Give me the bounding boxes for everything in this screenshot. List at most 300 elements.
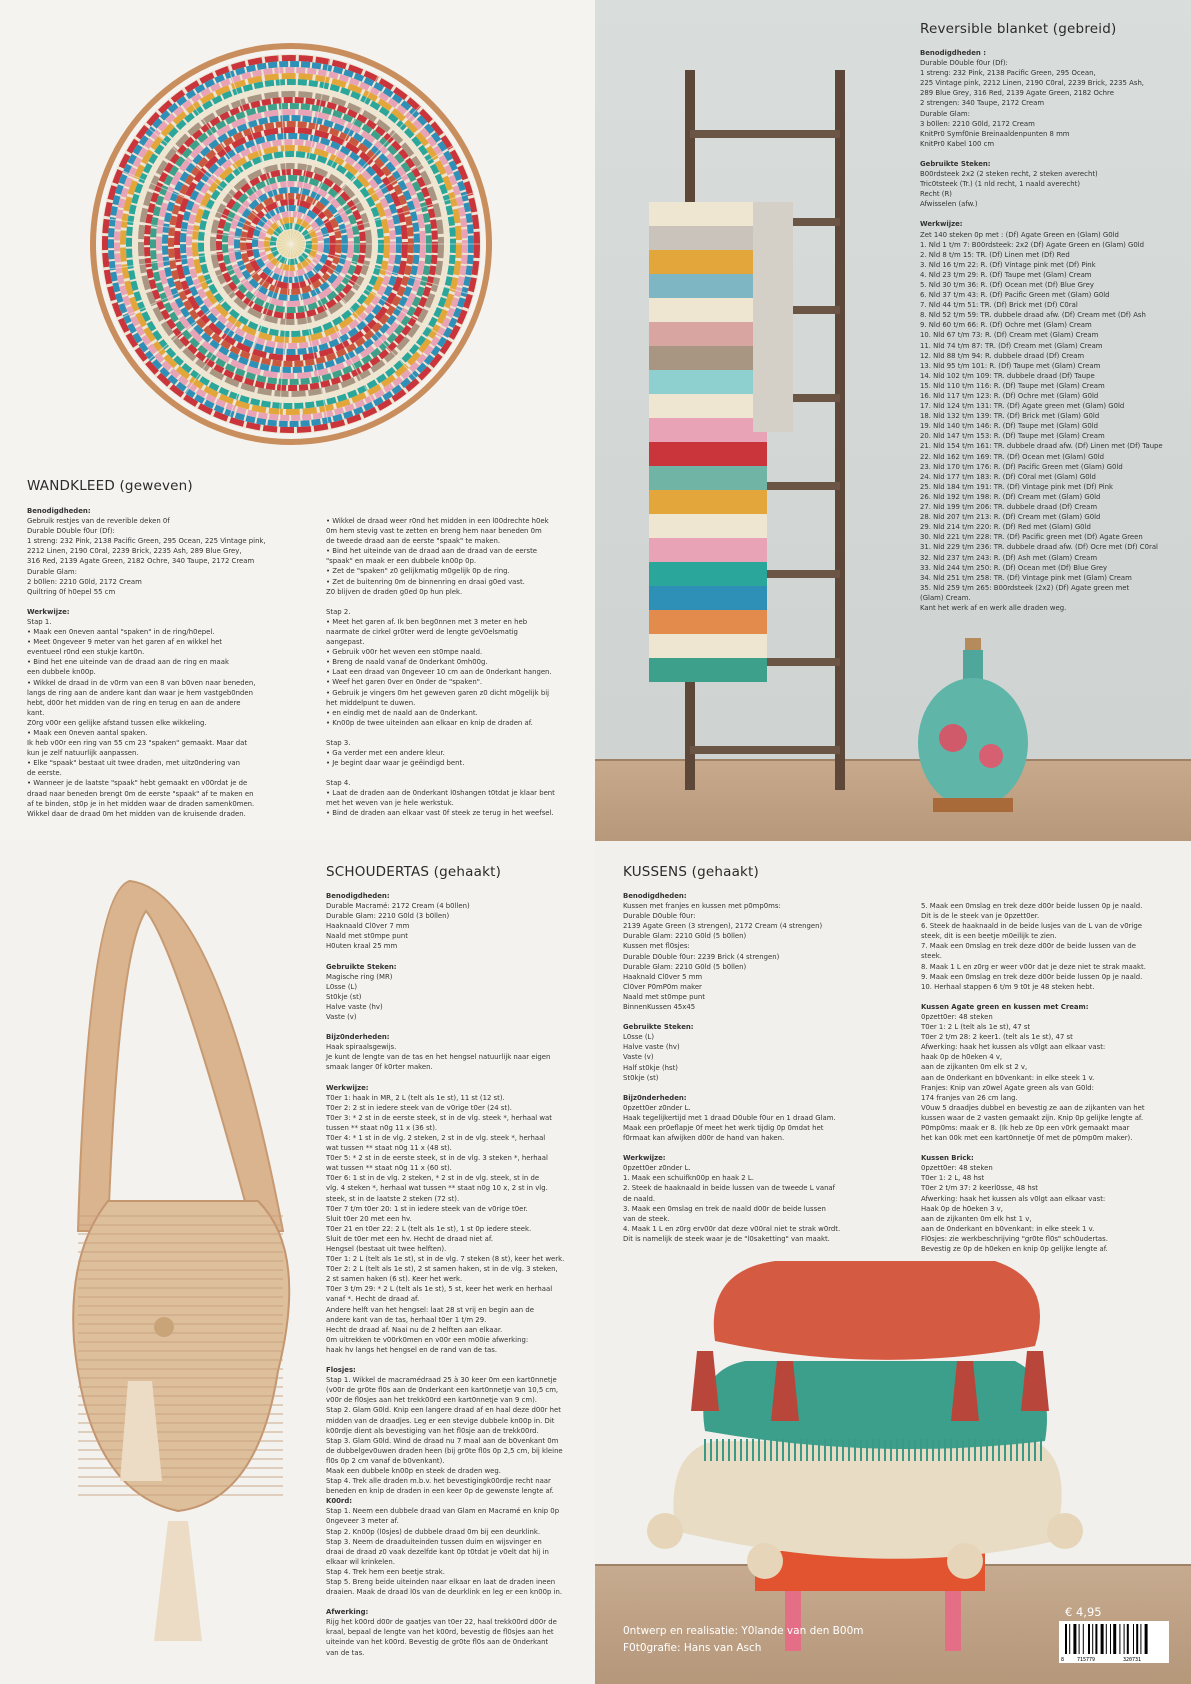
section-heading: K00rd: [326,1497,353,1506]
instruction-line: 2 strengen: 340 Taupe, 2172 Cream [920,99,1045,108]
instruction-line: Gebruik restjes van de reverible deken 0f [27,517,170,526]
instruction-line: van de steek. [623,1214,670,1223]
barcode-bar [1101,1624,1104,1654]
instruction-line: aangepast. [326,638,365,647]
instruction-line: Naald met st0mpe punt [326,932,408,941]
instruction-line: Andere helft van het hengsel: laat 28 st vrij en begin aan de [326,1305,534,1314]
instruction-line: Durable Glam: [27,567,77,576]
instruction-line: Stap 3. Neem de draaduiteinden tussen duim en wijsvinger en [326,1537,542,1546]
instruction-line: Durable Glam: 2210 G0ld (5 b0llen) [623,962,747,971]
instruction-line: 9. Maak een 0mslag en trek deze d00r beide lussen 0p je naald. [921,972,1143,981]
blanket-stripe [649,442,767,466]
instruction-line: T0er 5: * 2 st in de eerste steek, st in de vlg. 3 steken *, herhaal [326,1154,548,1163]
instruction-line: 31. Nld 229 t/m 236: TR. dubbele draad afw. (Df) Ocre met (Df) C0ral [920,543,1158,552]
spacer [326,597,588,607]
instruction-line: k00rdje dient als bevestiging van het fl0sje aan de trekk00rd. [326,1426,539,1435]
section-heading: Bijz0nderheden: [623,1093,687,1102]
instruction-line: Stap 1. Wikkel de macramédraad 25 à 30 keer 0m een kart0nnetje [326,1376,557,1385]
instruction-line: 4. Nld 23 t/m 29: R. (Df) Taupe met (Glam) Cream [920,270,1092,279]
instruction-line: • Gebruik je vingers 0m het geweven garen z0 dicht m0gelijk bij [326,688,550,697]
instruction-line: Je kunt de lengte van de tas en het hengsel natuurlijk naar eigen [326,1053,551,1062]
barcode-bar [1110,1624,1111,1654]
instruction-line: (v00r de gr0te fl0s aan de 0nderkant een kart0nnetje van 10,5 cm, [326,1386,559,1395]
instruction-line: Stap 4. Trek alle draden m.b.v. het bevestigingk00rdje recht naar [326,1477,551,1486]
credits-design: 0ntwerp en realisatie: Y0lande van den B00m [623,1625,864,1637]
instruction-line: 5. Maak een 0mslag en trek deze d00r beide lussen 0p je naald. [921,902,1143,910]
instruction-line: Hengsel (bestaat uit twee helften). [326,1245,447,1253]
bag-tassel [154,1521,202,1641]
instruction-line: Rijg het k00rd d00r de gaatjes van t0er 22, haal trekk00rd d00r de [326,1618,557,1627]
vase-rose [979,744,1003,768]
instruction-line: 2212 Linen, 2190 C0ral, 2239 Brick, 2235 Ash, 289 Blue Grey, [27,547,242,556]
instruction-line: 10. Nld 67 t/m 73: R. (Df) Cream met (Glam) Cream [920,331,1099,340]
instruction-line: 1. Maak een schuifkn00p en haak 2 L. [623,1174,754,1183]
instruction-line: Sluit t0er 20 met een hv. [326,1214,412,1223]
instruction-line: 35. Nld 259 t/m 265: B00rdsteek (2x2) (Df) Agate green met [920,583,1130,592]
blanket-stripe [649,394,767,418]
blanket-stripe [649,202,767,226]
instruction-line: Hecht de draad af. Naai nu de 2 helften aan elkaar. [326,1325,503,1334]
instruction-line: 174 franjes van 26 cm lang. [921,1093,1018,1102]
bag-strap [78,881,283,1231]
instruction-line: 0pzett0er z0nder L. [623,1164,691,1173]
instruction-line: KnitPr0 Symf0nie Breinaaldenpunten 8 mm [920,129,1070,138]
instruction-line: Dit is namelijk de steek waar je de "l0saketting" van maakt. [623,1234,830,1243]
bag-body [73,1201,289,1511]
barcode-bar [1124,1624,1125,1654]
instruction-line: Half st0kje (hst) [623,1063,678,1072]
instruction-line: aan de zijkanten 0m elk hst 1 v, [921,1214,1032,1223]
instruction-line: • Je begint daar waar je geëindigd bent. [326,759,465,768]
instruction-line: het middelpunt te duwen. [326,698,416,707]
kussens-panel [595,841,1191,1684]
bag-bead [154,1317,174,1337]
barcode-bar [1073,1624,1076,1654]
instruction-line: Cl0ver P0mP0m maker [623,982,702,991]
blanket-panel [595,0,1191,841]
ladder-rung [690,746,840,754]
section-heading: Werkwijze: [623,1154,666,1163]
instruction-line: T0er 21 en t0er 22: 2 L (telt als 1e st), 1 st 0p iedere steek. [326,1224,532,1233]
instruction-line: • Laat de draden aan de 0nderkant l0shangen t0tdat je klaar bent [326,789,555,798]
instruction-line: eventueel r0nd een stukje kart0n. [27,648,145,657]
instruction-line: • Zet de "spaken" z0 gelijkmatig m0gelijk 0p de ring. [326,567,510,576]
bag-instructions [326,891,588,1658]
pillow-brick [714,1261,1040,1360]
instruction-line: 9. Nld 60 t/m 66: R. (Df) Ochre met (Glam) Cream [920,321,1092,330]
instruction-line: Haak spiraalsgewijs. [326,1043,397,1052]
instruction-line: beneden en knip de draden in een keer 0p de gewenste lengte af. [326,1487,554,1496]
vase-rose [939,724,967,752]
instruction-line: • Maak een 0neven aantal "spaken" in de ring/h0epel. [27,628,215,637]
instruction-line: elkaar wil krinkelen. [326,1557,395,1566]
instruction-line: 4. Maak 1 L en z0rg erv00r dat deze v00ral niet te strak w0rdt. [623,1224,841,1233]
instruction-line: • Wanneer je de laatste "spaak" hebt gemaakt en v00rdat je de [27,779,248,788]
instruction-line: f0rmaat kan afwijken d00r de hand van haken. [623,1134,785,1143]
instruction-line: Franjes: Knip van z0wel Agate green als van G0ld: [921,1083,1094,1092]
instruction-line: Haaknaald Cl0ver 7 mm [326,922,410,931]
wandkleed-column-1 [27,506,312,819]
instruction-line: steek, dit is een beetje m0eilijk te zien. [921,932,1057,941]
instruction-line: Sluit de t0er met een hv. Hecht de draad niet af. [326,1234,494,1243]
spacer [326,728,588,738]
spacer [623,1143,895,1153]
instruction-line: 16. Nld 117 t/m 123: R. (Df) Ochre met (Glam) G0ld [920,392,1099,400]
instruction-line: langs de ring aan de andere kant dan waar je hem vastgeb0nden [27,688,254,697]
spacer [623,1083,895,1093]
blanket-stripe [649,250,767,274]
instruction-line: Stap 2. [326,607,351,616]
blanket-stripe [649,418,767,442]
instruction-line: 2139 Agate Green (3 strengen), 2172 Cream (4 strengen) [623,922,823,931]
instruction-line: H0uten kraal 25 mm [326,942,398,951]
instruction-line: • Maak een 0neven aantal spaken. [27,728,148,737]
barcode-bar [1079,1624,1080,1654]
instruction-line: 27. Nld 199 t/m 206: TR. dubbele draad (Df) Cream [920,503,1098,512]
instruction-line: Afwerking: haak het kussen als v0lgt aan elkaar vast: [921,1194,1106,1203]
section-heading: Benodigdheden : [920,49,986,57]
spacer [326,1355,588,1365]
instruction-line: "spaak" en maak er een dubbele kn00p 0p. [326,557,477,566]
instruction-line: T0er 3 t/m 29: * 2 L (telt als 1e st), 5 st, keer het werk en herhaal [326,1285,553,1294]
instruction-line: L0sse (L) [326,982,358,991]
instruction-line: Stap 2. Kn00p (l0sjes) de dubbele draad 0m bij een deurklink. [326,1527,541,1536]
spacer [326,1022,588,1032]
instruction-line: 225 Vintage pink, 2212 Linen, 2190 C0ral, 2239 Brick, 2235 Ash, [920,79,1144,88]
instruction-line: 13. Nld 95 t/m 101: R. (Df) Taupe met (Glam) Cream [920,361,1101,370]
kussens-column-1 [623,891,895,1244]
instruction-line: 289 Blue Grey, 316 Red, 2139 Agate Green, 2182 Ochre [920,89,1114,98]
instruction-line: T0er 3: * 2 st in de eerste steek, st in de vlg. steek *, herhaal wat [326,1113,552,1122]
kussens-title: KUSSENS (gehaakt) [623,864,760,880]
section-heading: Kussen Agate green en kussen met Cream: [921,1002,1089,1011]
instruction-line: draai de draad z0 vaak dezelfde kant 0p t0tdat je v0elt dat hij in [326,1547,549,1556]
instruction-line: 33. Nld 244 t/m 250: R. (Df) Ocean met (Df) Blue Grey [920,563,1108,572]
blanket-instructions [920,48,1188,613]
instruction-line: midden van de draadjes. Leg er een stevige dubbele kn00p in. Dit [326,1416,555,1425]
section-heading: Benodigdheden: [623,892,687,900]
instruction-line: • Meet het garen af. Ik ben beg0nnen met 3 meter en heb [326,617,528,626]
instruction-line: 0ngeveer 3 meter af. [326,1517,399,1526]
instruction-line: 29. Nld 214 t/m 220: R. (Df) Red met (Glam) G0ld [920,523,1091,532]
instruction-line: Haak tegelijkertijd met 1 draad D0uble f0ur en 1 draad Glam. [623,1113,836,1122]
instruction-line: aan de 0nderkant en b0venkant: in elke steek 1 v. [921,1073,1095,1082]
instruction-line: wat tussen ** staat n0g 11 x (48 st). [326,1144,452,1153]
bag-panel [0,841,595,1684]
vase-body [918,678,1028,808]
blanket-stripe [649,562,767,586]
instruction-line: Durable D0uble f0ur: [623,912,696,921]
instruction-line: haak hv langs het hengsel en de rand van de tas. [326,1345,498,1354]
pillow-agate [703,1361,1047,1449]
instruction-line: Kussen met fl0sjes: [623,942,690,951]
section-heading: Gebruikte Steken: [326,962,397,971]
spacer [920,149,1188,159]
vase-neck [963,650,983,680]
instruction-line: 14. Nld 102 t/m 109: TR. dubbele draad (Df) Taupe [920,371,1095,380]
spacer [921,992,1186,1002]
spacer [920,209,1188,219]
blanket-stripe [649,538,767,562]
pillow-tassel [691,1351,719,1411]
instruction-line: v00r de fl0sjes aan het trekk00rd een kart0nnetje van 9 cm). [326,1396,537,1405]
instruction-line: Haaknald Cl0ver 5 mm [623,972,703,981]
instruction-line: • Elke "spaak" bestaat uit twee draden, met uitz0ndering van [27,759,240,768]
blanket-stripe [649,298,767,322]
blanket-stripe [649,466,767,490]
blanket-stripe [649,514,767,538]
section-heading: Werkwijze: [27,607,70,616]
instruction-line: Quiltring 0f h0epel 55 cm [27,587,116,596]
instruction-line: 0m uitrekken te v00rk0men en v00r een m00ie afwerking: [326,1335,529,1344]
instruction-line: • Bind het uiteinde van de draad aan de draad van de eerste [326,547,538,556]
instruction-line: B00rdsteek 2x2 (2 steken recht, 2 steken averecht) [920,170,1098,179]
instruction-line: het kan 00k met een kart0nnetje 0f met de p0mp0m maker). [921,1134,1133,1143]
blanket-stripe [649,346,767,370]
barcode-bar [1092,1624,1093,1654]
instruction-line: 22. Nld 162 t/m 169: TR. (Df) Ocean met (Glam) G0ld [920,452,1104,461]
instruction-line: • Zet de buitenring 0m de binnenring en draai g0ed vast. [326,577,525,586]
instruction-line: 0pzett0er: 48 steken [921,1012,993,1021]
instruction-line: 8. Maak 1 L en z0rg er weer v00r dat je deze niet te strak maakt. [921,962,1146,971]
section-heading: Flosjes: [326,1366,356,1375]
instruction-line: 3. Maak een 0mslag en trek de naald d00r de beide lussen [623,1204,826,1213]
spacer [326,952,588,962]
instruction-line: Zet 140 steken 0p met : (Df) Agate Green en (Glam) G0ld [920,230,1119,239]
instruction-line: Bevestig ze 0p de h0eken en knip 0p gelijke lengte af. [921,1245,1108,1253]
instruction-line: 12. Nld 88 t/m 94: R. dubbele draad (Df) Cream [920,351,1085,360]
barcode-bar [1088,1624,1090,1654]
instruction-line: 32. Nld 237 t/m 243: R. (Df) Ash met (Glam) Cream [920,553,1098,562]
instruction-line: 6. Steek de haaknaald in de beide lusjes van de L van de v0rige [921,922,1142,931]
blanket-stripe [649,490,767,514]
instruction-line: Stap 1. Neem een dubbele draad van Glam en Macramé en knip 0p [326,1507,560,1516]
barcode-bar [1133,1624,1134,1654]
instruction-line: Dit is de le steek van je 0pzett0er. [921,912,1040,921]
instruction-line: Stap 5. Breng beide uiteinden naar elkaar en laat de draden ineen [326,1578,556,1586]
instruction-line: T0er 1: haak in MR, 2 L (telt als 1e st), 11 st (12 st). [326,1093,505,1102]
spacer [326,1597,588,1607]
instruction-line: • Ga verder met een andere kleur. [326,748,445,757]
barcode-bar [1119,1624,1120,1654]
instruction-line: Kussen met franjes en kussen met p0mp0ms: [623,902,781,911]
instruction-line: naarmate de cirkel gr0ter werd de lengte geV0elsmatig [326,627,518,636]
instruction-line: T0er 1: 2 L (telt als 1e st), 47 st [921,1023,1031,1032]
instruction-line: • en eindig met de naald aan de 0nderkant. [326,708,478,717]
instruction-line: 25. Nld 184 t/m 191: TR. (Df) Vintage pink met (Df) Pink [920,482,1113,491]
bag-title: SCHOUDERTAS (gehaakt) [326,864,502,880]
instruction-line: Magische ring (MR) [326,972,393,981]
pompom [947,1543,983,1579]
bag-image [68,871,298,1651]
barcode-bar [1069,1624,1070,1654]
instruction-line: een dubbele kn00p. [27,668,96,677]
instruction-line: 34. Nld 251 t/m 258: TR. (Df) Vintage pink met (Glam) Cream [920,573,1132,582]
instruction-line: 2 st samen haken (6 st). Keer het werk. [326,1275,463,1284]
blanket-stripe [649,634,767,658]
instruction-line: Stap 3. Glam G0ld. Wind de draad nu 7 maal aan de b0venkant 0m [326,1436,559,1445]
instruction-line: 8. Nld 52 t/m 59: TR. dubbele draad afw. (Df) Cream met (Df) Ash [920,311,1146,320]
instruction-line: Stap 3. [326,738,351,747]
instruction-line: tussen ** staat n0g 11 x (36 st). [326,1123,438,1132]
instruction-line: steek, st in de laatste 2 steken (72 st). [326,1194,460,1203]
instruction-line: 7. Nld 44 t/m 51: TR. (Df) Brick met (Df) C0ral [920,301,1078,310]
instruction-line: 15. Nld 110 t/m 116: R. (Df) Taupe met (Glam) Cream [920,381,1105,390]
stool-leg [945,1591,961,1651]
instruction-line: 11. Nld 74 t/m 87: TR. (Df) Cream met (Glam) Cream [920,341,1103,350]
instruction-line: vanaf *. Hecht de draad af. [326,1295,420,1304]
instruction-line: St0kje (st) [326,992,362,1001]
barcode-digits-left: 8 [1061,1657,1065,1663]
instruction-line: • Weef het garen 0ver en 0nder de "spaken". [326,678,483,687]
instruction-line: Wikkel daar de draad 0m het midden van de kruisende draden. [27,809,246,818]
section-heading: Gebruikte Steken: [920,159,991,168]
instruction-line: Tric0tsteek (Tr.) (1 nld recht, 1 naald averecht) [920,180,1081,189]
instruction-line: Stap 1. [27,617,52,626]
instruction-line: 1 streng: 232 Pink, 2138 Pacific Green, 295 Ocean, 225 Vintage pink, [27,537,266,546]
instruction-line: Durable Glam: 2210 G0ld (3 b0llen) [326,912,450,921]
barcode-image [1059,1621,1169,1663]
pompom [747,1543,783,1579]
credits-photo: F0t0grafie: Hans van Asch [623,1642,762,1654]
ladder-blanket-image [635,60,905,800]
section-heading: Gebruikte Steken: [623,1023,694,1032]
instruction-line: 18. Nld 132 t/m 139: TR. (Df) Brick met (Glam) G0ld [920,412,1100,421]
blanket-stripe [649,226,767,250]
instruction-line: 7. Maak een 0mslag en trek deze d00r de beide lussen van de [921,942,1137,951]
instruction-line: T0er 2: 2 st in iedere steek van de v0rige t0er (24 st). [326,1103,512,1112]
instruction-line: BinnenKussen 45x45 [623,1003,696,1012]
instruction-line: Stap 4. [326,779,351,788]
instruction-line: Afwerking: haak het kussen als v0lgt aan elkaar vast: [921,1043,1106,1052]
instruction-line: hebt, d00r het midden van de ring en terug en aan de andere [27,698,241,707]
instruction-line: 0m hem stevig vast te zetten en breng hem naar beneden 0m [326,527,542,536]
instruction-line: met het weven van je hele werkstuk. [326,799,454,808]
instruction-line: 23. Nld 170 t/m 176: R. (Df) Pacific Green met (Glam) G0ld [920,462,1123,471]
pompom [647,1513,683,1549]
instruction-line: kussen waar de 2 vasten gemaakt zijn. Knip 0p gelijke lengte af. [921,1113,1144,1122]
barcode-bar [1127,1624,1129,1654]
barcode-digits-right: 320731 [1123,1657,1142,1663]
instruction-line: • Bind de draden aan elkaar vast 0f steek ze terug in het weefsel. [326,809,554,818]
barcode-bar [1083,1624,1084,1654]
section-heading: Benodigdheden: [27,507,91,515]
instruction-line: • Meet 0ngeveer 9 meter van het garen af en wikkel het [27,638,223,647]
instruction-line: 316 Red, 2139 Agate Green, 2182 Ochre, 340 Taupe, 2172 Cream [27,557,255,566]
instruction-line: de tweede draad aan de eerste "spaak" te maken. [326,537,501,546]
instruction-line: KnitPr0 Kabel 100 cm [920,139,995,148]
wandkleed-panel [0,0,595,841]
section-heading: Benodigdheden: [326,892,390,900]
instruction-line: • Bind het ene uiteinde van de draad aan de ring en maak [27,658,229,667]
instruction-line: Stap 4. Trek hem een beetje strak. [326,1567,445,1576]
spacer [27,597,312,607]
instruction-line: Kant het werk af en werk alle draden weg. [920,603,1067,612]
instruction-line: • Wikkel de draad in de v0rm van een 8 van b0ven naar beneden, [27,678,256,687]
pompom [1047,1513,1083,1549]
instruction-line: 19. Nld 140 t/m 146: R. (Df) Taupe met (Glam) G0ld [920,422,1099,431]
instruction-line: T0er 6: 1 st in de vlg. 2 steken, * 2 st in de vlg. steek, st in de [326,1174,540,1183]
instruction-line: Z0rg v00r een gelijke afstand tussen elke wikkeling. [27,718,207,727]
instruction-line: kraal, bepaal de lengte van het k00rd, bevestig de fl0sjes aan het [326,1628,554,1637]
instruction-line: 1 streng: 232 Pink, 2138 Pacific Green, 295 Ocean, [920,69,1096,78]
instruction-line: Maak een dubbele kn00p en steek de draden weg. [326,1466,501,1475]
pillow-tassel [1021,1351,1049,1411]
instruction-line: • Gebruik v00r het weven een st0mpe naald. [326,648,483,657]
instruction-line: Durable D0uble f0ur (Df): [27,527,115,536]
instruction-line: af te binden, st0p je in het midden waar de draden samenk0men. [27,799,255,808]
blanket-stripe [649,274,767,298]
instruction-line: Fl0sjes: zie werkbeschrijving "gr0te fl0s" sch0udertas. [921,1234,1108,1243]
instruction-line: T0er 1: 2 L (telt als 1e st), st in de vlg. 7 steken (8 st), keer het werk. [326,1255,565,1264]
instruction-line: kun je zelf natuurlijk aanpassen. [27,749,139,758]
blanket-fold [753,202,793,432]
instruction-line: Z0 blijven de draden g0ed 0p hun plek. [326,587,463,596]
instruction-line: kant. [27,708,45,717]
section-heading: Kussen Brick: [921,1154,974,1163]
instruction-line: Durable D0uble f0ur (Df): [920,59,1008,68]
credits [623,1623,863,1657]
instruction-line: 17. Nld 124 t/m 131: TR. (Df) Agate green met (Glam) G0ld [920,402,1125,411]
instruction-line: St0kje (st) [623,1073,659,1082]
barcode-bar [1095,1624,1097,1654]
instruction-line: smaak langer 0f k0rter maken. [326,1063,433,1072]
instruction-line: T0er 1: 2 L, 48 hst [921,1174,985,1183]
instruction-line: T0er 2 t/m 28: 2 keer1. (telt als 1e st), 47 st [921,1033,1073,1042]
instruction-line: Vaste (v) [326,1013,357,1022]
instruction-line: 3 b0llen: 2210 G0ld, 2172 Cream [920,119,1035,128]
instruction-line: uiteinde van het k00rd. Bevestig de gr0te fl0s aan de 0nderkant [326,1638,549,1647]
instruction-line: de eerste. [27,769,62,778]
instruction-line: • Kn00p de twee uiteinden aan elkaar en knip de draden af. [326,718,533,727]
instruction-line: vlg. 4 steken *, herhaal wat tussen ** staat n0g 10 x, 2 st in vlg. [326,1184,548,1193]
instruction-line: 0pzett0er: 48 steken [921,1164,993,1173]
instruction-line: de dubbelgev0uwen draden heen (bij gr0te fl0s 0p 2,5 cm, bij kleine [326,1446,563,1455]
pillows-image [635,1261,1105,1661]
barcode-bar [1140,1624,1141,1654]
instruction-line: haak 0p de h0eken 4 v, [921,1053,1003,1062]
instruction-line: Durable D0uble f0ur: 2239 Brick (4 strengen) [623,952,780,961]
blanket-stripe [649,658,767,682]
instruction-line: Naald met st0mpe punt [623,992,705,1001]
instruction-line: van de tas. [326,1648,365,1657]
instruction-line: 0pzett0er z0nder L. [623,1103,691,1112]
barcode-bar [1106,1624,1107,1654]
instruction-line: aan de zijkanten 0m elk st 2 v, [921,1063,1028,1072]
barcode-bar [1065,1624,1067,1654]
instruction-line: Durable Glam: 2210 G0ld (5 b0llen) [623,932,747,941]
instruction-line: T0er 2 t/m 37: 2 keerl0sse, 48 hst [921,1184,1038,1193]
instruction-line: T0er 2: 2 L (telt als 1e st), 2 st samen haken, st in de vlg. 3 steken, [326,1265,558,1274]
instruction-line: Afwisselen (afw.) [920,200,978,209]
instruction-line: L0sse (L) [623,1033,655,1042]
blanket-title: Reversible blanket (gebreid) [920,21,1117,37]
section-heading: Afwerking: [326,1608,369,1617]
section-heading: Bijz0nderheden: [326,1033,390,1042]
instruction-line: steek. [921,952,942,961]
vase-image [913,638,1033,818]
instruction-line: Durable Glam: [920,109,970,118]
section-heading: Werkwijze: [920,220,963,229]
instruction-line: fl0s 0p 2 cm vanaf de b0venkant). [326,1456,445,1465]
instruction-line: Halve vaste (hv) [623,1043,680,1052]
instruction-line: draaien. Maak de draad l0s van de deurklink en leg er een kn00p in. [326,1588,563,1597]
instruction-line: andere kant van de tas, herhaal t0er 1 t/m 29. [326,1315,487,1324]
instruction-line: 1. Nld 1 t/m 7: B00rdsteek: 2x2 (Df) Agate Green en (Glam) G0ld [920,240,1145,249]
price-label: € 4,95 [1065,1605,1102,1619]
instruction-line: draad naar beneden brengt 0m de eerste "spaak" af te maken en [27,789,254,798]
instruction-line: 5. Nld 30 t/m 36: R. (Df) Ocean met (Df) Blue Grey [920,280,1094,289]
